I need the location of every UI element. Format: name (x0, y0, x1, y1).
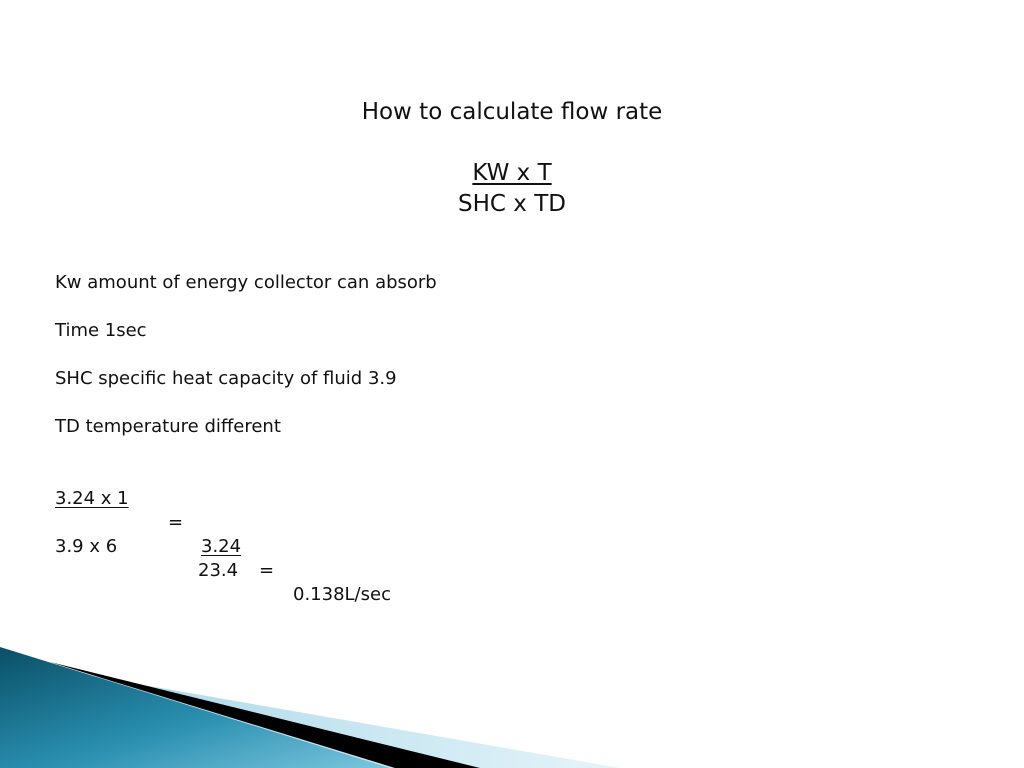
calc-denominator-expr: 3.9 x 6 (55, 536, 118, 557)
definition-shc: SHC specific heat capacity of fluid 3.9 (55, 368, 397, 389)
calc-equals-1: = (168, 512, 184, 533)
calc-numerator-result: 3.24 (201, 536, 242, 557)
definition-td: TD temperature different (55, 416, 281, 437)
formula-denominator: SHC x TD (458, 191, 566, 217)
calc-numerator-expr: 3.24 x 1 (55, 488, 129, 509)
calc-denominator-result: 23.4 (198, 560, 239, 581)
slide-title: How to calculate flow rate (361, 99, 663, 125)
calc-result: 0.138L/sec (293, 584, 391, 605)
formula-numerator: KW x T (472, 160, 552, 186)
definition-kw: Kw amount of energy collector can absorb (55, 272, 437, 293)
calc-equals-2: = (259, 560, 275, 581)
definition-time: Time 1sec (55, 320, 147, 341)
